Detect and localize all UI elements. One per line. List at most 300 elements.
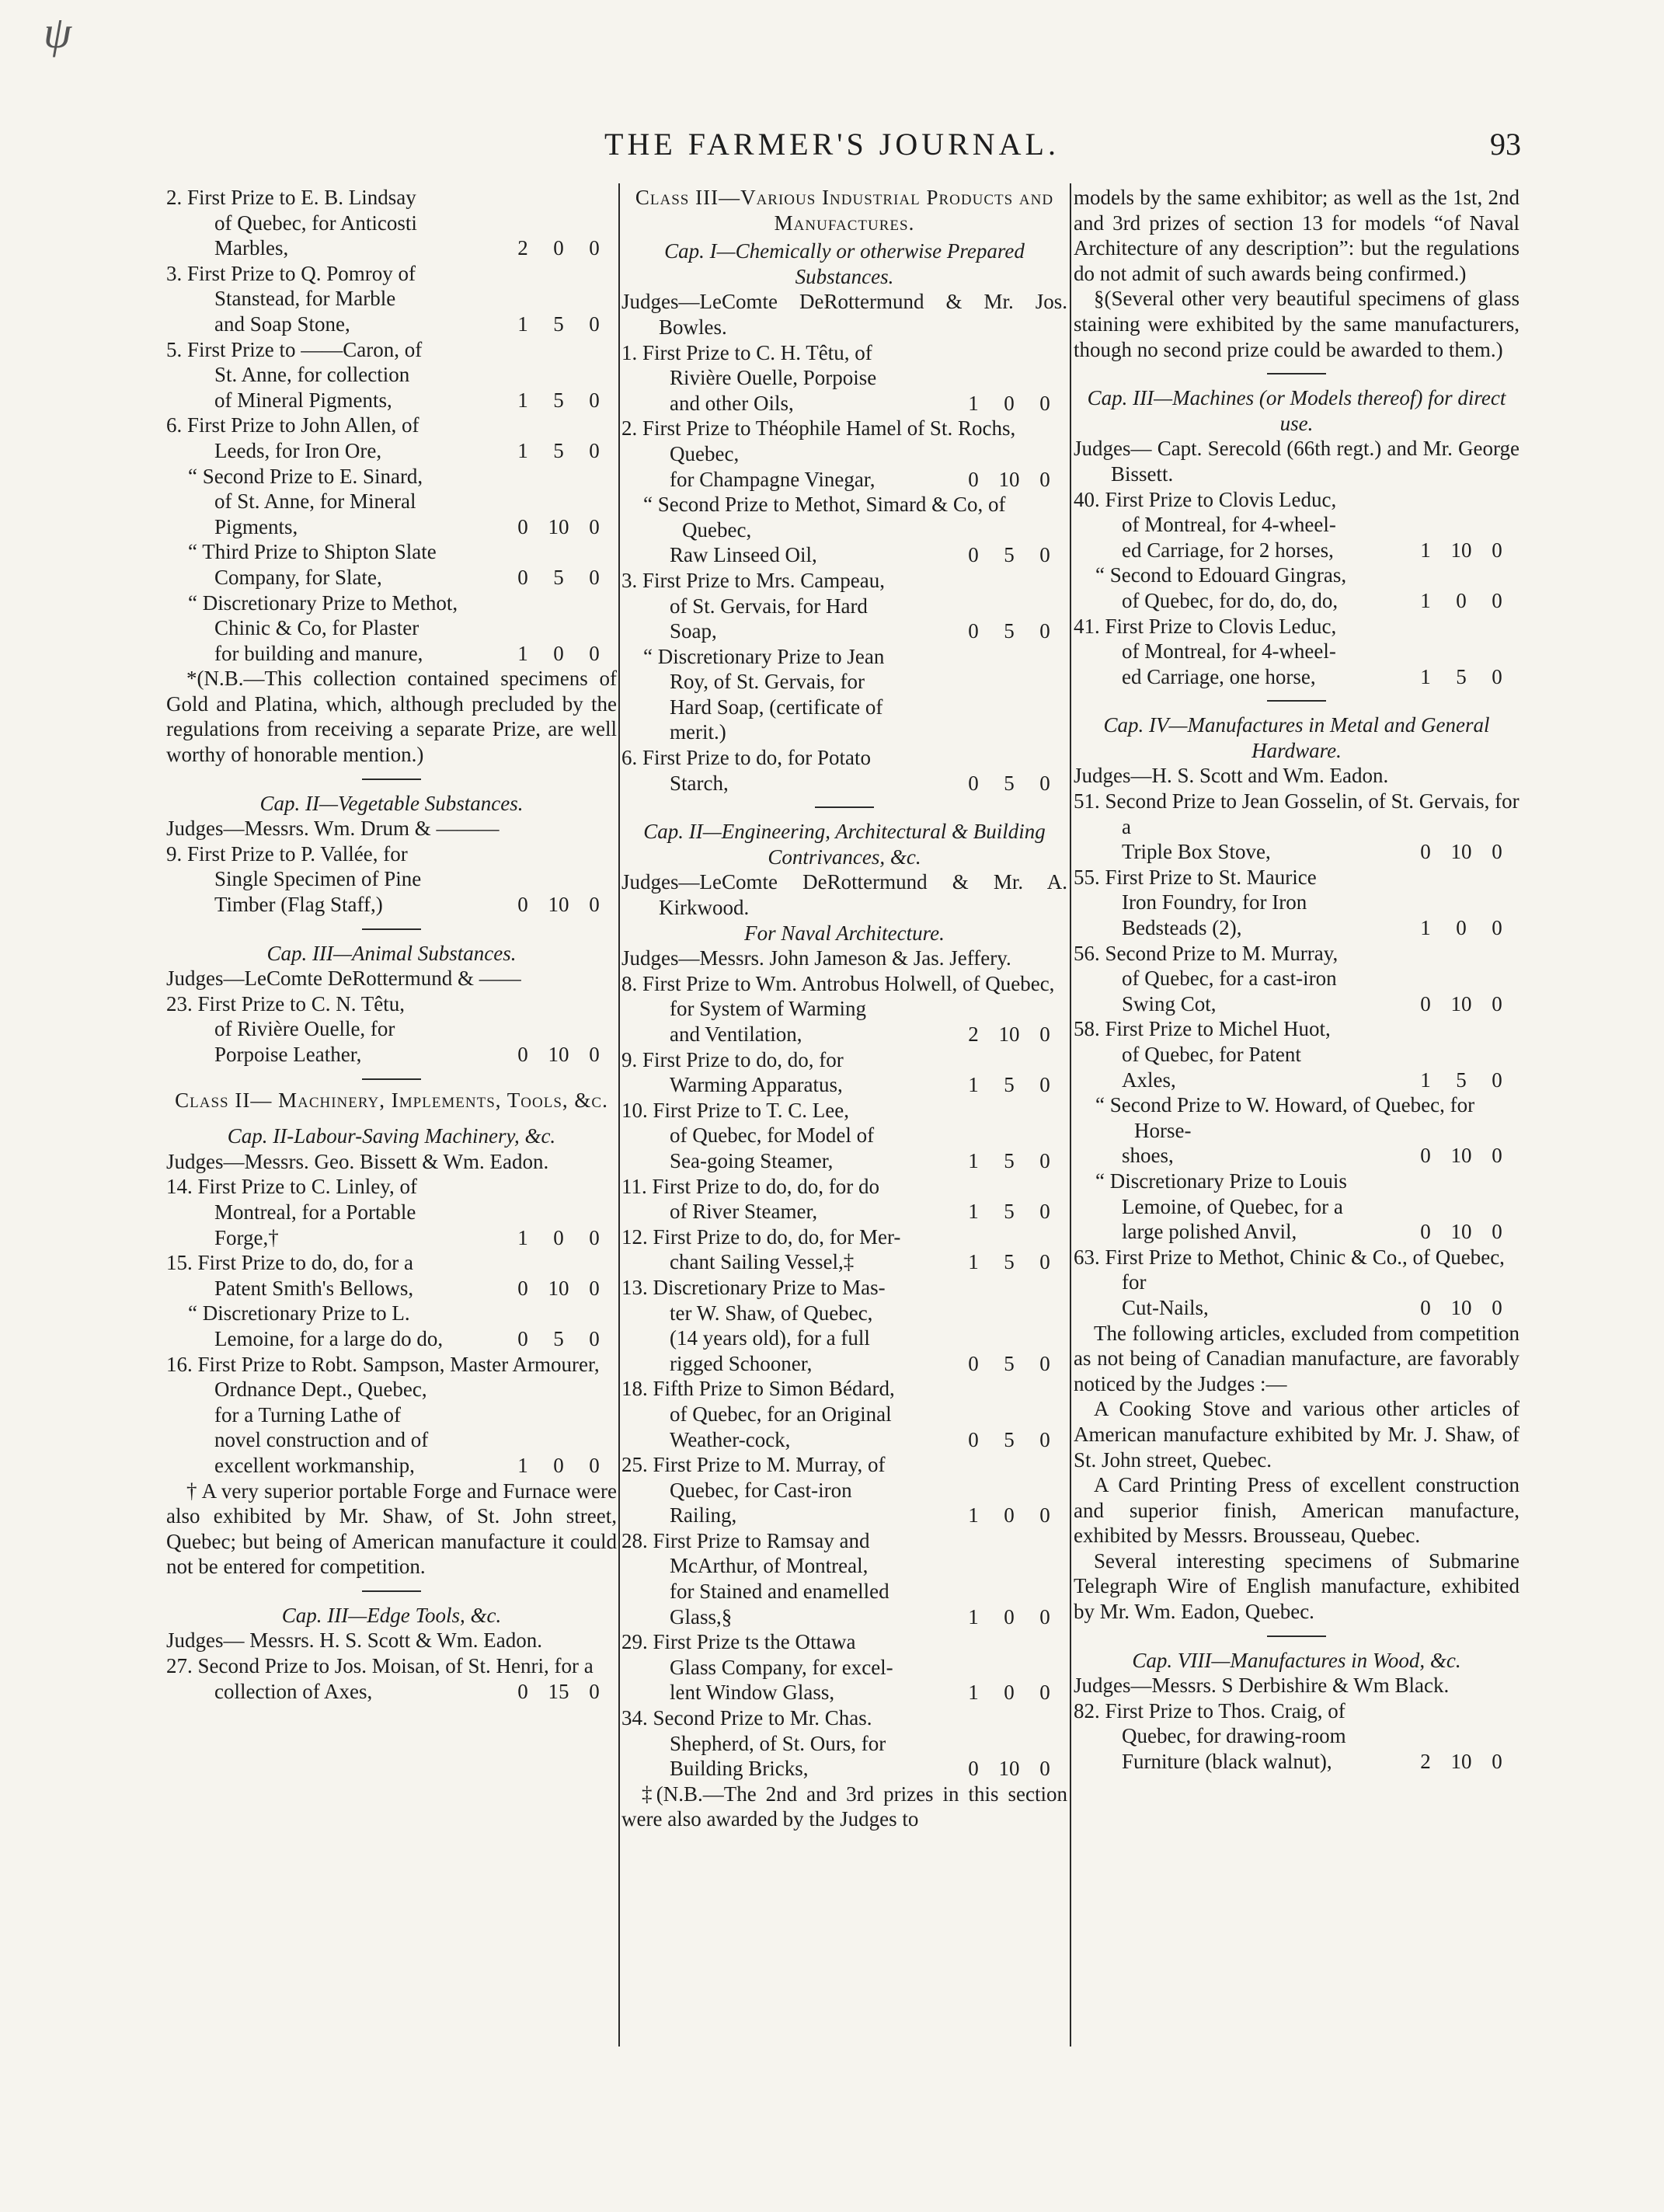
- entry-head: 25. First Prize to M. Murray, of: [621, 1453, 886, 1477]
- prize-amount-part: 0: [1492, 1144, 1502, 1168]
- prize-amount-part: 0: [1039, 1022, 1050, 1046]
- prize-amount-part: 5: [1004, 1250, 1015, 1274]
- entry-head: 15. First Prize to do, do, for a: [166, 1251, 413, 1275]
- entry-line: of Quebec, for do, do, do,: [1122, 588, 1339, 612]
- entry-line: Leeds, for Iron Ore,: [214, 438, 382, 462]
- prize-amount: [956, 467, 1063, 493]
- prize-entry: [166, 337, 617, 413]
- entry-head: 27. Second Prize to Jos. Moisan, of St. Henri, for a: [166, 1654, 594, 1678]
- judges-line: Judges—Messrs. S Derbishire & Wm Black.: [1074, 1674, 1450, 1698]
- prize-amount-part: 1: [968, 1200, 979, 1224]
- prize-amount: [505, 438, 612, 464]
- prize-amount-part: 5: [1004, 1351, 1015, 1375]
- entry-line: Swing Cot,: [1122, 991, 1217, 1015]
- prize-amount: [505, 641, 612, 667]
- prize-amount-part: 0: [1492, 991, 1502, 1015]
- entry-line: of Mineral Pigments,: [214, 388, 392, 412]
- prize-amount-part: 0: [1039, 1200, 1050, 1224]
- entry-line: Cut-Nails,: [1122, 1295, 1209, 1319]
- entry-head: 6. First Prize to do, for Potato: [621, 746, 871, 770]
- prize-amount: [1408, 839, 1515, 865]
- prize-amount-part: 10: [1450, 1750, 1472, 1774]
- prize-amount-part: 5: [1456, 1068, 1467, 1092]
- prize-amount-part: 0: [589, 438, 600, 462]
- entry-head: “ Third Prize to Shipton Slate: [188, 540, 437, 564]
- entry-line: collection of Axes,: [214, 1679, 373, 1703]
- prize-amount: [505, 892, 612, 918]
- prize-entry: [621, 492, 1067, 568]
- entry-line: Chinic & Co, for Plaster: [214, 616, 419, 640]
- entry-line: Triple Box Stove,: [1122, 840, 1271, 864]
- entry-line: Quebec, for Cast-iron: [670, 1478, 852, 1502]
- entry-head: 58. First Prize to Michel Huot,: [1074, 1017, 1331, 1041]
- prize-amount: [956, 1756, 1063, 1782]
- prize-amount-part: 0: [1492, 588, 1502, 612]
- prize-entry: [621, 1629, 1067, 1705]
- entry-line: and Soap Stone,: [214, 312, 350, 336]
- prize-amount-part: 0: [1039, 1073, 1050, 1097]
- entry-head: 29. First Prize ts the Ottawa: [621, 1630, 856, 1654]
- prize-amount: [505, 565, 612, 590]
- entry-line: of Quebec, for a cast-iron: [1122, 967, 1337, 991]
- corner-mark: ψ: [44, 7, 72, 57]
- prize-amount: [956, 1680, 1063, 1705]
- entry-head: 56. Second Prize to M. Murray,: [1074, 941, 1339, 965]
- prize-amount-part: 0: [589, 1326, 600, 1350]
- prize-amount-part: 0: [1039, 1604, 1050, 1629]
- prize-amount-part: 5: [553, 312, 564, 336]
- entry-head: 2. First Prize to E. B. Lindsay: [166, 186, 416, 209]
- page-header: [0, 126, 1664, 172]
- entry-line: Raw Linseed Oil,: [670, 543, 817, 567]
- entry-head: 82. First Prize to Thos. Craig, of: [1074, 1698, 1345, 1723]
- entry-line: Hard Soap, (certificate of: [670, 695, 883, 719]
- column-middle: [621, 185, 1067, 1832]
- entry-line: Forge,†: [214, 1225, 279, 1249]
- prize-amount-part: 10: [548, 514, 569, 538]
- prize-amount-part: 0: [968, 467, 979, 491]
- prize-amount-part: 0: [1039, 1681, 1050, 1705]
- entry-line: Lemoine, of Quebec, for a: [1122, 1194, 1343, 1218]
- chapter-heading: Cap. VIII—Manufactures in Wood, &c.: [1132, 1648, 1461, 1672]
- class-heading: Class III—Various Industrial Products and Manufactures.: [635, 186, 1054, 235]
- prize-entry: [621, 1224, 1067, 1275]
- divider: [1267, 373, 1326, 374]
- entry-head: 55. First Prize to St. Maurice: [1074, 865, 1317, 889]
- prize-amount: [505, 1326, 612, 1352]
- prize-entry: [166, 991, 617, 1068]
- prize-amount-part: 1: [517, 438, 528, 462]
- prize-amount-part: 5: [1004, 1200, 1015, 1224]
- prize-amount-part: 5: [1004, 543, 1015, 567]
- divider: [362, 779, 421, 780]
- prize-amount-part: 1: [968, 1148, 979, 1172]
- entry-line: McArthur, of Montreal,: [670, 1554, 869, 1578]
- prize-amount-part: 0: [1420, 840, 1431, 864]
- entry-head: 40. First Prize to Clovis Leduc,: [1074, 487, 1337, 511]
- entry-head: “ Second Prize to W. Howard, of Quebec, for Horse-: [1095, 1093, 1475, 1142]
- prize-amount-part: 1: [968, 1503, 979, 1527]
- entry-head: 11. First Prize to do, do, for do: [621, 1174, 879, 1198]
- entry-line: shoes,: [1122, 1144, 1174, 1168]
- prize-amount-part: 5: [1456, 664, 1467, 688]
- entry-head: “ Discretionary Prize to Louis: [1095, 1169, 1347, 1193]
- prize-amount-part: 0: [517, 514, 528, 538]
- prize-entry: [621, 340, 1067, 416]
- prize-amount-part: 0: [1004, 1681, 1015, 1705]
- chapter-heading: Cap. II—Engineering, Architectural & Building Contrivances, &c.: [643, 820, 1046, 869]
- entry-line: of Montreal, for 4-wheel-: [1122, 639, 1336, 664]
- chapter-heading: Cap. III—Animal Substances.: [266, 941, 517, 965]
- prize-amount-part: 0: [589, 236, 600, 260]
- prize-amount: [956, 542, 1063, 568]
- prize-entry: [1074, 1016, 1520, 1092]
- prize-entry: [166, 539, 617, 590]
- column-rule: [618, 183, 620, 2047]
- prize-amount-part: 10: [998, 1022, 1020, 1046]
- prize-amount-part: 5: [1004, 1427, 1015, 1451]
- prize-entry: [166, 185, 617, 261]
- entry-line: Timber (Flag Staff,): [214, 893, 383, 917]
- prize-entry: [166, 413, 617, 463]
- prize-amount-part: 0: [589, 388, 600, 412]
- entry-line: Montreal, for a Portable: [214, 1200, 416, 1224]
- section-heading: For Naval Architecture.: [744, 921, 945, 945]
- column-rule: [1070, 183, 1071, 2047]
- prize-amount-part: 1: [1420, 538, 1431, 562]
- prize-amount: [505, 514, 612, 540]
- entry-line: for building and manure,: [214, 641, 423, 665]
- prize-amount: [956, 1148, 1063, 1174]
- prize-amount-part: 0: [589, 1276, 600, 1300]
- entry-line: of River Steamer,: [670, 1200, 818, 1224]
- prize-entry: [1074, 865, 1520, 941]
- prize-amount-part: 5: [553, 565, 564, 589]
- prize-entry: [621, 1174, 1067, 1224]
- entry-head: 10. First Prize to T. C. Lee,: [621, 1098, 849, 1122]
- prize-amount-part: 0: [1420, 991, 1431, 1015]
- prize-amount-part: 1: [517, 1453, 528, 1477]
- prize-amount: [1408, 1068, 1515, 1093]
- prize-amount-part: 0: [1039, 1351, 1050, 1375]
- entry-line: of Quebec, for Anticosti: [214, 211, 417, 235]
- prize-amount-part: 5: [1004, 619, 1015, 643]
- entry-head: “ Second Prize to Methot, Simard & Co, of Quebec,: [643, 493, 1006, 542]
- entry-line: of St. Anne, for Mineral: [214, 489, 416, 514]
- entry-head: 41. First Prize to Clovis Leduc,: [1074, 614, 1337, 638]
- entry-line: Lemoine, for a large do do,: [214, 1326, 444, 1350]
- page-number: 93: [1490, 127, 1521, 162]
- prize-amount-part: 0: [553, 236, 564, 260]
- prize-amount-part: 0: [517, 1326, 528, 1350]
- entry-line: rigged Schooner,: [670, 1351, 813, 1375]
- entry-head: 16. First Prize to Robt. Sampson, Master Armourer,: [166, 1352, 600, 1376]
- prize-amount: [1408, 664, 1515, 690]
- entry-line: Rivière Ouelle, Porpoise: [670, 366, 877, 390]
- running-title: THE FARMER'S JOURNAL.: [604, 127, 1060, 162]
- entry-head: “ Discretionary Prize to Jean: [643, 644, 885, 668]
- entry-head: 18. Fifth Prize to Simon Bédard,: [621, 1377, 895, 1401]
- prize-amount-part: 0: [589, 893, 600, 917]
- prize-amount: [505, 235, 612, 261]
- prize-entry: [621, 1452, 1067, 1528]
- prize-amount: [956, 1199, 1063, 1224]
- prize-amount-part: 0: [1492, 1750, 1502, 1774]
- entry-line: Single Specimen of Pine: [214, 867, 422, 891]
- prize-entry: [1074, 789, 1520, 865]
- note: † A very superior portable Forge and Furnace were also exhibited by Mr. Shaw, of St. John street, Quebec; but being of American manufacture it could not be entered for competition.: [166, 1479, 617, 1579]
- judges-line: Judges—Messrs. Geo. Bissett & Wm. Eadon.: [166, 1149, 549, 1173]
- note: models by the same exhibitor; as well as the 1st, 2nd and 3rd prizes of section 13 for models “of Naval Architecture of any description”: but the regulations do not admit of such awards being confirmed.): [1074, 186, 1520, 285]
- prize-amount-part: 0: [517, 893, 528, 917]
- entry-head: 9. First Prize to P. Vallée, for: [166, 841, 408, 866]
- entry-line: Starch,: [670, 771, 729, 795]
- prize-entry: [621, 1275, 1067, 1376]
- prize-amount-part: 1: [517, 641, 528, 665]
- divider: [815, 806, 874, 808]
- entry-line: large polished Anvil,: [1122, 1220, 1297, 1244]
- prize-entry: [621, 644, 1067, 745]
- entry-head: 3. First Prize to Mrs. Campeau,: [621, 568, 885, 592]
- entry-line: Axles,: [1122, 1068, 1176, 1092]
- prize-amount-part: 0: [589, 565, 600, 589]
- prize-entry: [166, 1301, 617, 1351]
- prize-amount: [956, 391, 1063, 416]
- prize-entry: [166, 1250, 617, 1301]
- prize-amount-part: 0: [968, 1757, 979, 1781]
- entry-line: Weather-cock,: [670, 1427, 791, 1451]
- entry-line: Company, for Slate,: [214, 565, 382, 589]
- prize-amount: [956, 1351, 1063, 1377]
- prize-amount: [505, 312, 612, 337]
- entry-line: Furniture (black walnut),: [1122, 1750, 1332, 1774]
- entry-head: “ Discretionary Prize to L.: [188, 1301, 410, 1325]
- entry-line: Ordnance Dept., Quebec,: [214, 1378, 427, 1402]
- prize-amount-part: 0: [517, 565, 528, 589]
- prize-amount-part: 0: [1456, 916, 1467, 940]
- column-right: [1074, 185, 1520, 1775]
- prize-amount-part: 2: [968, 1022, 979, 1046]
- prize-amount-part: 2: [517, 236, 528, 260]
- prize-amount-part: 0: [517, 1043, 528, 1066]
- entry-head: 63. First Prize to Methot, Chinic & Co., of Quebec, for: [1074, 1245, 1505, 1294]
- judges-line: Judges— Capt. Serecold (66th regt.) and Mr. George Bissett.: [1074, 437, 1520, 486]
- prize-amount-part: 0: [1492, 840, 1502, 864]
- entry-head: 34. Second Prize to Mr. Chas.: [621, 1706, 872, 1730]
- prize-entry: [621, 745, 1067, 796]
- note: Several interesting specimens of Submarine Telegraph Wire of English manufacture, exhibited by Mr. Wm. Eadon, Quebec.: [1074, 1548, 1520, 1624]
- prize-entry: [1074, 563, 1520, 613]
- prize-amount-part: 10: [1450, 1220, 1472, 1244]
- divider: [1267, 700, 1326, 702]
- prize-amount-part: 0: [1492, 1220, 1502, 1244]
- entry-line: Building Bricks,: [670, 1757, 809, 1781]
- prize-amount: [505, 1276, 612, 1301]
- prize-amount-part: 1: [1420, 1068, 1431, 1092]
- prize-amount: [1408, 538, 1515, 563]
- entry-line: lent Window Glass,: [670, 1681, 835, 1705]
- prize-entry: [1074, 941, 1520, 1017]
- prize-entry: [166, 1352, 617, 1479]
- entry-line: Bedsteads (2),: [1122, 916, 1242, 940]
- prize-amount-part: 0: [553, 1453, 564, 1477]
- entry-head: 3. First Prize to Q. Pomroy of: [166, 261, 416, 285]
- prize-amount-part: 0: [589, 1043, 600, 1066]
- prize-amount-part: 0: [1039, 1427, 1050, 1451]
- prize-amount-part: 1: [968, 391, 979, 415]
- prize-amount-part: 2: [1420, 1750, 1431, 1774]
- entry-line: chant Sailing Vessel,‡: [670, 1250, 855, 1274]
- prize-amount: [1408, 588, 1515, 614]
- prize-amount-part: 1: [968, 1073, 979, 1097]
- entry-line: St. Anne, for collection: [214, 363, 410, 387]
- column-left: [166, 185, 617, 1704]
- entry-line: novel construction and of: [214, 1428, 429, 1452]
- prize-amount: [1408, 1749, 1515, 1775]
- judges-line: Judges—LeComte DeRottermund & ——: [166, 967, 521, 991]
- entry-line: Glass,§: [670, 1604, 733, 1629]
- note: The following articles, excluded from competition as not being of Canadian manufacture, are favorably noticed by the Judges :—: [1074, 1321, 1520, 1395]
- judges-line: Judges—LeComte DeRottermund & Mr. Jos. Bowles.: [621, 290, 1067, 339]
- prize-entry: [1074, 1092, 1520, 1169]
- chapter-heading: Cap. I—Chemically or otherwise Prepared Substances.: [664, 239, 1025, 288]
- entry-line: and Ventilation,: [670, 1022, 802, 1046]
- prize-entry: [621, 1705, 1067, 1782]
- prize-amount-part: 0: [1492, 664, 1502, 688]
- prize-amount-part: 10: [1450, 840, 1472, 864]
- entry-head: 12. First Prize to do, do, for Mer-: [621, 1224, 901, 1249]
- entry-line: and other Oils,: [670, 391, 794, 415]
- chapter-heading: Cap. III—Machines (or Models thereof) for direct use.: [1087, 386, 1506, 435]
- prize-amount: [505, 388, 612, 413]
- chapter-heading: Cap. II—Vegetable Substances.: [259, 791, 524, 815]
- prize-amount-part: 0: [553, 641, 564, 665]
- prize-amount: [956, 1249, 1063, 1275]
- entry-line: Patent Smith's Bellows,: [214, 1276, 414, 1300]
- prize-amount-part: 1: [517, 388, 528, 412]
- prize-amount-part: 0: [589, 1453, 600, 1477]
- prize-amount: [956, 1427, 1063, 1453]
- prize-amount-part: 5: [553, 438, 564, 462]
- entry-line: Porpoise Leather,: [214, 1043, 362, 1066]
- prize-entry: [621, 1376, 1067, 1452]
- entry-line: Shepherd, of St. Ours, for: [670, 1731, 886, 1755]
- prize-entry: [166, 1174, 617, 1250]
- prize-amount-part: 10: [548, 1043, 569, 1066]
- note: A Cooking Stove and various other articles of American manufacture exhibited by Mr. J. Shaw, of St. John street, Quebec.: [1074, 1397, 1520, 1472]
- prize-amount-part: 10: [1450, 991, 1472, 1015]
- divider: [362, 1078, 421, 1080]
- prize-amount: [1408, 1295, 1515, 1321]
- entry-head: 6. First Prize to John Allen, of: [166, 413, 419, 437]
- entry-head: 8. First Prize to Wm. Antrobus Holwell, of Quebec,: [621, 971, 1055, 995]
- entry-line: Stanstead, for Marble: [214, 287, 396, 311]
- prize-entry: [166, 1653, 617, 1704]
- prize-amount-part: 0: [1039, 1757, 1050, 1781]
- prize-amount-part: 1: [968, 1681, 979, 1705]
- prize-amount-part: 10: [1450, 1295, 1472, 1319]
- prize-amount: [956, 771, 1063, 796]
- prize-amount-part: 0: [1004, 1604, 1015, 1629]
- prize-amount-part: 1: [1420, 916, 1431, 940]
- entry-line: of Quebec, for Model of: [670, 1123, 875, 1148]
- prize-amount: [956, 1604, 1063, 1630]
- entry-head: 5. First Prize to ——Caron, of: [166, 337, 423, 361]
- prize-entry: [621, 971, 1067, 1047]
- entry-line: (14 years old), for a full: [670, 1326, 870, 1350]
- prize-amount: [505, 1453, 612, 1479]
- judges-line: Judges—H. S. Scott and Wm. Eadon.: [1074, 764, 1389, 788]
- prize-amount-part: 0: [1039, 771, 1050, 795]
- chapter-heading: Cap. IV—Manufactures in Metal and General Hardware.: [1103, 713, 1490, 762]
- prize-entry: [621, 416, 1067, 492]
- judges-line: Judges—Messrs. John Jameson & Jas. Jeffery.: [621, 946, 1011, 970]
- prize-entry: [166, 841, 617, 918]
- prize-amount-part: 0: [1492, 916, 1502, 940]
- entry-line: of St. Gervais, for Hard: [670, 594, 868, 618]
- prize-amount-part: 0: [589, 641, 600, 665]
- entry-head: “ Second Prize to E. Sinard,: [188, 464, 423, 488]
- prize-amount-part: 5: [1004, 771, 1015, 795]
- prize-amount-part: 10: [548, 893, 569, 917]
- prize-amount-part: 0: [589, 514, 600, 538]
- prize-amount-part: 0: [589, 312, 600, 336]
- prize-amount-part: 10: [548, 1276, 569, 1300]
- entry-line: Sea-going Steamer,: [670, 1148, 834, 1172]
- entry-line: excellent workmanship,: [214, 1453, 415, 1477]
- prize-amount-part: 0: [1039, 543, 1050, 567]
- prize-amount-part: 0: [1492, 1295, 1502, 1319]
- prize-amount-part: 15: [548, 1679, 569, 1703]
- prize-amount-part: 0: [1039, 467, 1050, 491]
- prize-amount: [1408, 1219, 1515, 1245]
- prize-amount: [1408, 991, 1515, 1017]
- entry-head: 14. First Prize to C. Linley, of: [166, 1175, 417, 1199]
- prize-entry: [166, 590, 617, 667]
- prize-amount-part: 5: [553, 388, 564, 412]
- entry-line: Roy, of St. Gervais, for: [670, 670, 865, 694]
- prize-amount-part: 0: [1039, 391, 1050, 415]
- divider: [362, 1590, 421, 1592]
- entry-line: ter W. Shaw, of Quebec,: [670, 1301, 873, 1325]
- prize-amount-part: 0: [1456, 588, 1467, 612]
- prize-amount-part: 0: [1039, 1148, 1050, 1172]
- prize-amount-part: 10: [998, 467, 1020, 491]
- prize-amount-part: 5: [1004, 1073, 1015, 1097]
- prize-amount-part: 0: [517, 1276, 528, 1300]
- entry-head: 23. First Prize to C. N. Têtu,: [166, 991, 405, 1015]
- prize-amount: [1408, 1143, 1515, 1169]
- prize-amount-part: 0: [1420, 1220, 1431, 1244]
- prize-amount-part: 0: [968, 1351, 979, 1375]
- entry-line: Glass Company, for excel-: [670, 1655, 893, 1679]
- prize-entry: [1074, 1245, 1520, 1321]
- prize-amount: [505, 1225, 612, 1251]
- prize-entry: [621, 1047, 1067, 1098]
- entry-head: “ Discretionary Prize to Methot,: [188, 590, 458, 615]
- entry-line: Railing,: [670, 1503, 737, 1527]
- prize-amount-part: 1: [1420, 664, 1431, 688]
- prize-entry: [1074, 487, 1520, 563]
- prize-amount-part: 5: [553, 1326, 564, 1350]
- entry-line: of Quebec, for an Original: [670, 1402, 892, 1426]
- prize-amount-part: 0: [1039, 1250, 1050, 1274]
- entry-line: of Quebec, for Patent: [1122, 1043, 1301, 1066]
- prize-amount-part: 0: [1004, 391, 1015, 415]
- prize-entry: [1074, 1698, 1520, 1775]
- prize-amount-part: 0: [1004, 1503, 1015, 1527]
- prize-amount: [956, 1072, 1063, 1098]
